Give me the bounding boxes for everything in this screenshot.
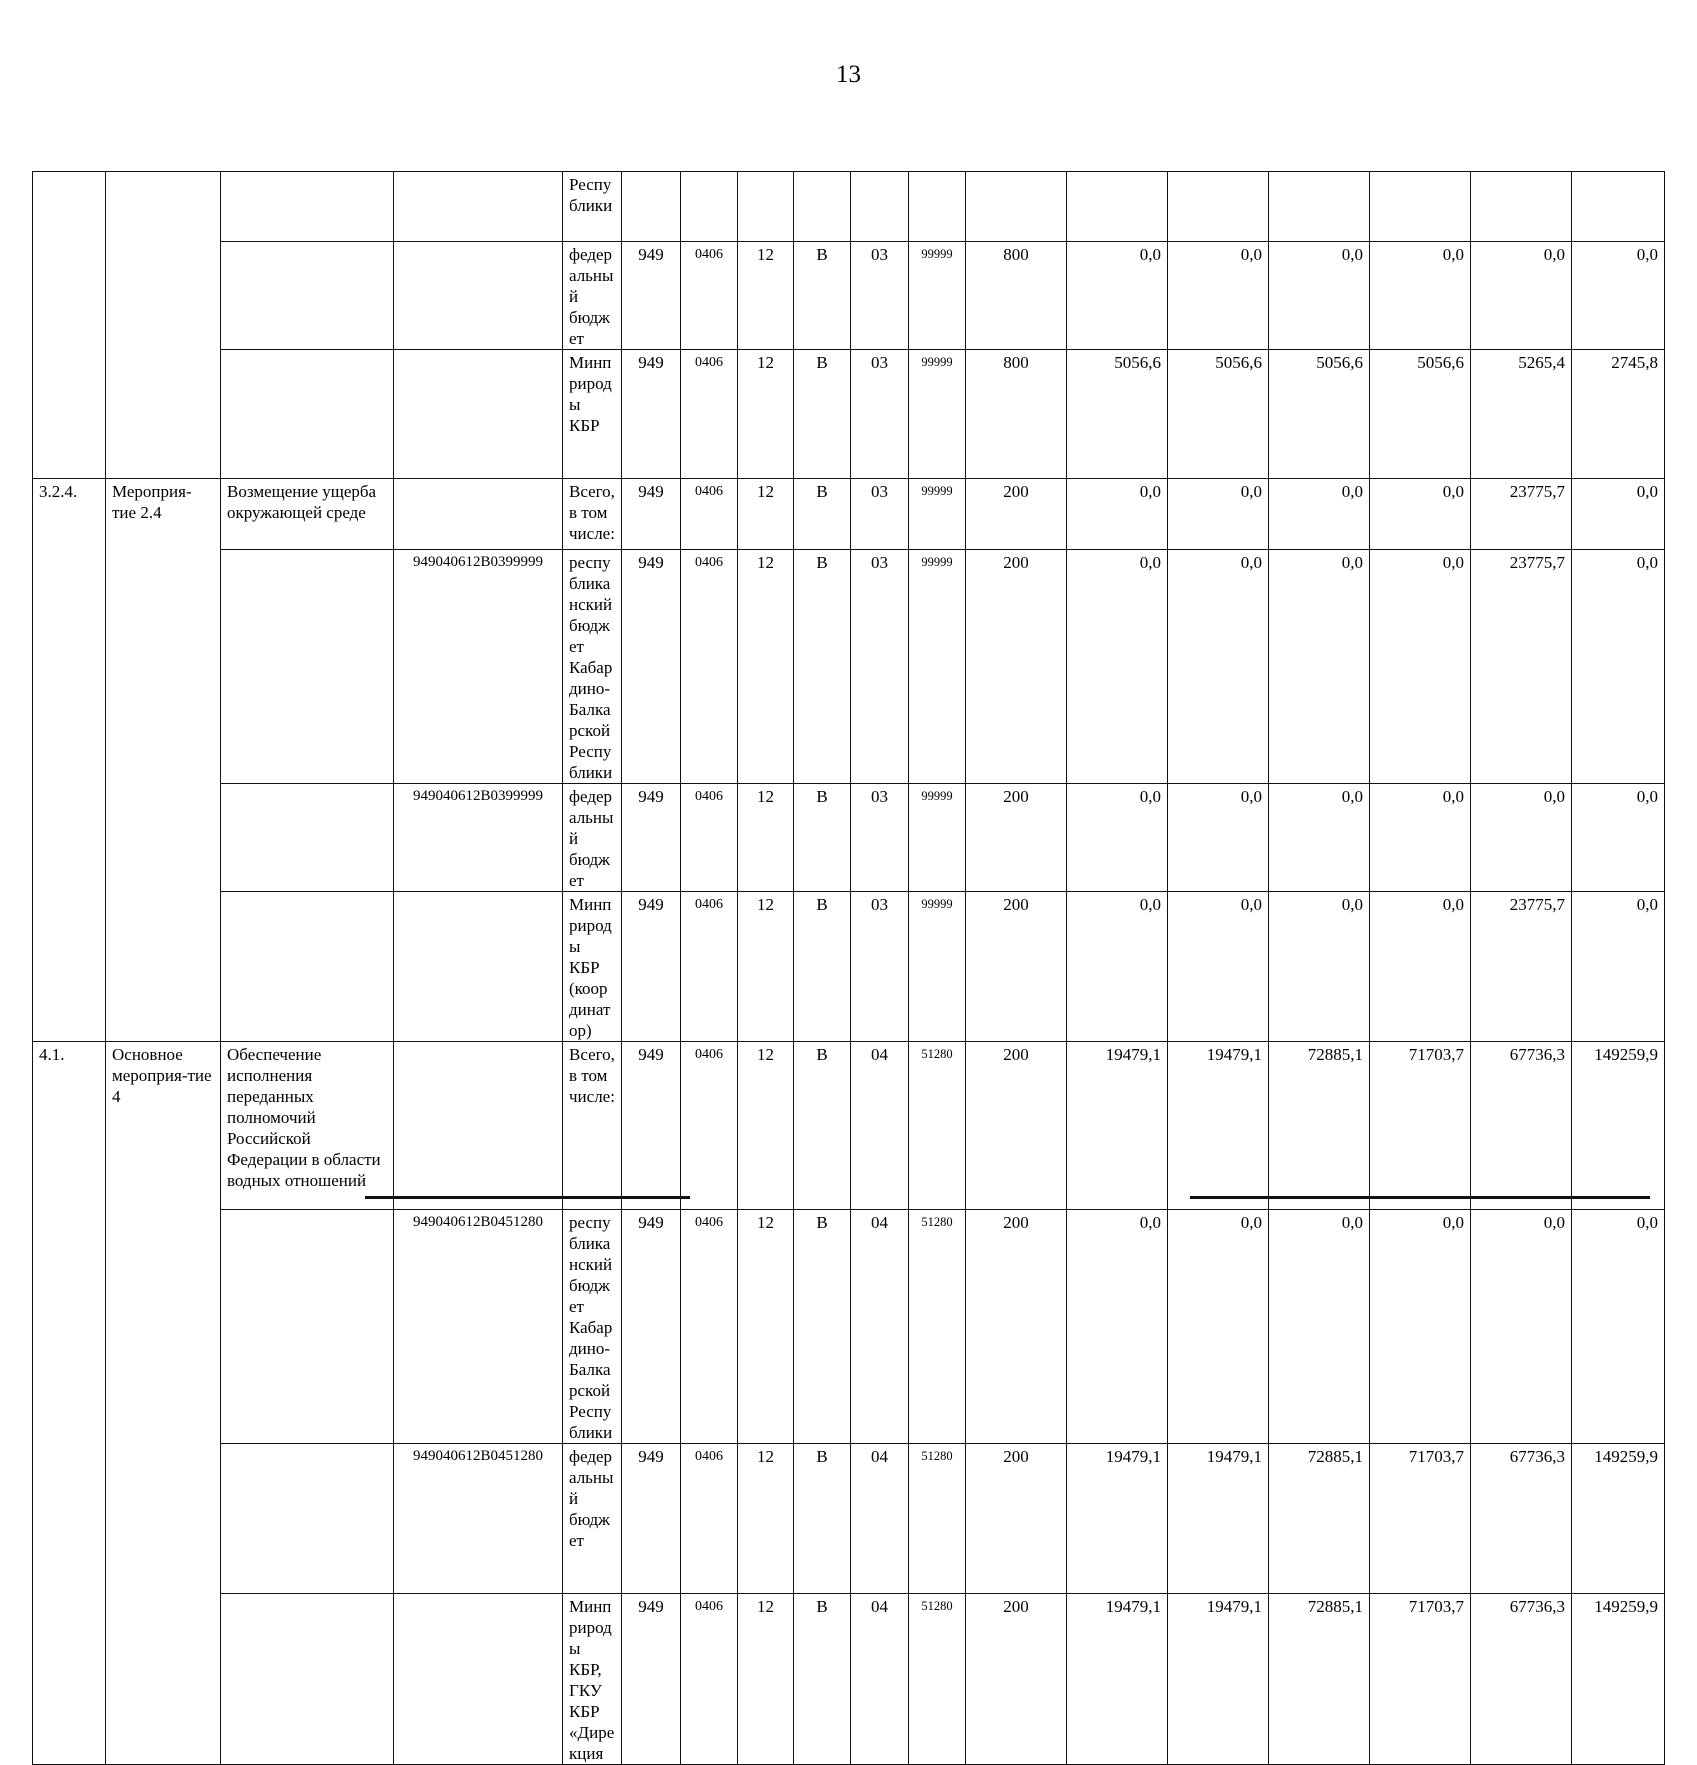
amount-cell: 19479,1 — [1168, 1444, 1269, 1594]
amount-cell: 72885,1 — [1269, 1594, 1370, 1765]
amount-cell: 0,0 — [1168, 479, 1269, 550]
gp-cell — [738, 172, 794, 242]
amount-cell: 0,0 — [1572, 892, 1665, 1042]
direction-cell: 99999 — [909, 242, 966, 350]
row-number-cell: 4.1. — [33, 1042, 106, 1765]
name-cell — [221, 1444, 394, 1594]
event-cell: Основное мероприя-тие 4 — [106, 1042, 221, 1765]
rzpr-cell: 0406 — [681, 1444, 738, 1594]
vr-cell: 800 — [966, 242, 1067, 350]
grbs-cell: 949 — [622, 550, 681, 784]
amount-cell: 149259,9 — [1572, 1594, 1665, 1765]
funding-source-cell: Всего, в том числе: — [563, 479, 622, 550]
amount-cell: 23775,7 — [1471, 550, 1572, 784]
vr-cell: 200 — [966, 1210, 1067, 1444]
pgp-cell: B — [794, 1042, 851, 1210]
name-cell — [221, 242, 394, 350]
vr-cell: 200 — [966, 1594, 1067, 1765]
om-cell: 03 — [851, 350, 909, 479]
amount-cell: 19479,1 — [1168, 1042, 1269, 1210]
om-cell — [851, 172, 909, 242]
funding-source-cell: Минприроды КБР, ГКУ КБР «Дирекция — [563, 1594, 622, 1765]
pgp-cell: B — [794, 892, 851, 1042]
pgp-cell: B — [794, 1444, 851, 1594]
amount-cell: 67736,3 — [1471, 1444, 1572, 1594]
amount-cell — [1067, 172, 1168, 242]
budget-code-cell — [394, 1594, 563, 1765]
rzpr-cell: 0406 — [681, 1042, 738, 1210]
rzpr-cell: 0406 — [681, 1210, 738, 1444]
budget-code-cell — [394, 1042, 563, 1210]
direction-cell: 99999 — [909, 784, 966, 892]
om-cell: 04 — [851, 1444, 909, 1594]
amount-cell: 0,0 — [1471, 242, 1572, 350]
grbs-cell: 949 — [622, 892, 681, 1042]
funding-source-cell: Минприроды КБР — [563, 350, 622, 479]
amount-cell: 0,0 — [1269, 479, 1370, 550]
grbs-cell: 949 — [622, 784, 681, 892]
amount-cell: 71703,7 — [1370, 1594, 1471, 1765]
direction-cell: 51280 — [909, 1042, 966, 1210]
funding-source-cell: Всего, в том числе: — [563, 1042, 622, 1210]
gp-cell: 12 — [738, 550, 794, 784]
table-row — [33, 172, 1665, 242]
amount-cell: 0,0 — [1370, 892, 1471, 1042]
name-cell — [221, 1594, 394, 1765]
budget-code-cell — [394, 350, 563, 479]
om-cell: 03 — [851, 242, 909, 350]
amount-cell — [1370, 172, 1471, 242]
amount-cell: 149259,9 — [1572, 1042, 1665, 1210]
rzpr-cell: 0406 — [681, 479, 738, 550]
amount-cell: 2745,8 — [1572, 350, 1665, 479]
amount-cell: 0,0 — [1168, 1210, 1269, 1444]
budget-table — [32, 171, 1665, 1765]
vr-cell: 200 — [966, 479, 1067, 550]
amount-cell: 0,0 — [1370, 550, 1471, 784]
gp-cell: 12 — [738, 479, 794, 550]
gp-cell: 12 — [738, 892, 794, 1042]
table-row — [33, 550, 1665, 784]
amount-cell: 0,0 — [1067, 550, 1168, 784]
table-row — [33, 1444, 1665, 1594]
amount-cell: 0,0 — [1067, 479, 1168, 550]
funding-source-cell: Республики — [563, 172, 622, 242]
amount-cell: 23775,7 — [1471, 892, 1572, 1042]
funding-source-cell: республиканский бюджет Кабардино-Балкарской Республики — [563, 550, 622, 784]
budget-code-cell: 949040612B0399999 — [394, 784, 563, 892]
amount-cell — [1168, 172, 1269, 242]
gp-cell: 12 — [738, 1210, 794, 1444]
om-cell: 03 — [851, 550, 909, 784]
name-cell — [221, 350, 394, 479]
amount-cell: 0,0 — [1572, 784, 1665, 892]
amount-cell: 5265,4 — [1471, 350, 1572, 479]
table-row — [33, 350, 1665, 479]
row-number-cell — [33, 172, 106, 479]
name-cell — [221, 892, 394, 1042]
amount-cell: 0,0 — [1168, 892, 1269, 1042]
page-number: 13 — [836, 61, 861, 88]
amount-cell: 5056,6 — [1370, 350, 1471, 479]
amount-cell: 0,0 — [1168, 242, 1269, 350]
amount-cell: 67736,3 — [1471, 1042, 1572, 1210]
amount-cell: 0,0 — [1572, 242, 1665, 350]
table-row — [33, 242, 1665, 350]
amount-cell: 19479,1 — [1067, 1042, 1168, 1210]
amount-cell: 0,0 — [1572, 550, 1665, 784]
budget-code-cell — [394, 479, 563, 550]
grbs-cell: 949 — [622, 1594, 681, 1765]
om-cell: 04 — [851, 1210, 909, 1444]
amount-cell: 0,0 — [1269, 892, 1370, 1042]
direction-cell: 51280 — [909, 1210, 966, 1444]
gp-cell: 12 — [738, 1444, 794, 1594]
amount-cell: 0,0 — [1370, 479, 1471, 550]
vr-cell: 800 — [966, 350, 1067, 479]
budget-code-cell: 949040612B0451280 — [394, 1444, 563, 1594]
gp-cell: 12 — [738, 242, 794, 350]
table-row — [33, 1594, 1665, 1765]
amount-cell: 0,0 — [1067, 1210, 1168, 1444]
om-cell: 03 — [851, 784, 909, 892]
pgp-cell: B — [794, 784, 851, 892]
pgp-cell: B — [794, 242, 851, 350]
rzpr-cell: 0406 — [681, 892, 738, 1042]
amount-cell: 0,0 — [1269, 784, 1370, 892]
amount-cell: 23775,7 — [1471, 479, 1572, 550]
amount-cell: 71703,7 — [1370, 1444, 1471, 1594]
amount-cell: 0,0 — [1370, 1210, 1471, 1444]
rzpr-cell: 0406 — [681, 784, 738, 892]
amount-cell: 5056,6 — [1168, 350, 1269, 479]
budget-code-cell — [394, 242, 563, 350]
vr-cell: 200 — [966, 784, 1067, 892]
funding-source-cell: республиканский бюджет Кабардино-Балкарской Республики — [563, 1210, 622, 1444]
name-cell — [221, 784, 394, 892]
rzpr-cell: 0406 — [681, 550, 738, 784]
table-row — [33, 1210, 1665, 1444]
amount-cell: 0,0 — [1370, 784, 1471, 892]
om-cell: 04 — [851, 1594, 909, 1765]
event-cell — [106, 172, 221, 479]
funding-source-cell: федеральный бюджет — [563, 242, 622, 350]
amount-cell: 0,0 — [1269, 1210, 1370, 1444]
pgp-cell — [794, 172, 851, 242]
grbs-cell: 949 — [622, 242, 681, 350]
amount-cell: 0,0 — [1067, 784, 1168, 892]
table-row — [33, 892, 1665, 1042]
gp-cell: 12 — [738, 350, 794, 479]
name-cell — [221, 172, 394, 242]
amount-cell: 19479,1 — [1168, 1594, 1269, 1765]
name-cell: Обеспечение исполнения переданных полномочий Российской Федерации в области водных отношений — [221, 1042, 394, 1210]
gp-cell: 12 — [738, 1042, 794, 1210]
direction-cell: 51280 — [909, 1444, 966, 1594]
amount-cell: 149259,9 — [1572, 1444, 1665, 1594]
amount-cell: 0,0 — [1168, 550, 1269, 784]
gp-cell: 12 — [738, 784, 794, 892]
table-row — [33, 479, 1665, 550]
amount-cell: 71703,7 — [1370, 1042, 1471, 1210]
amount-cell: 19479,1 — [1067, 1594, 1168, 1765]
budget-code-cell — [394, 892, 563, 1042]
vr-cell: 200 — [966, 1042, 1067, 1210]
amount-cell — [1471, 172, 1572, 242]
budget-code-cell: 949040612B0399999 — [394, 550, 563, 784]
name-cell — [221, 550, 394, 784]
direction-cell: 99999 — [909, 892, 966, 1042]
row-number-cell: 3.2.4. — [33, 479, 106, 1042]
amount-cell: 5056,6 — [1067, 350, 1168, 479]
grbs-cell: 949 — [622, 350, 681, 479]
pgp-cell: B — [794, 1210, 851, 1444]
amount-cell: 0,0 — [1168, 784, 1269, 892]
amount-cell: 5056,6 — [1269, 350, 1370, 479]
rzpr-cell: 0406 — [681, 242, 738, 350]
amount-cell: 0,0 — [1471, 784, 1572, 892]
vr-cell: 200 — [966, 1444, 1067, 1594]
table-row — [33, 784, 1665, 892]
amount-cell: 0,0 — [1269, 550, 1370, 784]
grbs-cell: 949 — [622, 1042, 681, 1210]
amount-cell — [1269, 172, 1370, 242]
grbs-cell: 949 — [622, 479, 681, 550]
grbs-cell: 949 — [622, 1210, 681, 1444]
rzpr-cell — [681, 172, 738, 242]
amount-cell: 0,0 — [1370, 242, 1471, 350]
amount-cell: 0,0 — [1471, 1210, 1572, 1444]
name-cell — [221, 1210, 394, 1444]
pgp-cell: B — [794, 550, 851, 784]
direction-cell — [909, 172, 966, 242]
budget-code-cell: 949040612B0451280 — [394, 1210, 563, 1444]
vr-cell: 200 — [966, 550, 1067, 784]
amount-cell: 19479,1 — [1067, 1444, 1168, 1594]
direction-cell: 99999 — [909, 350, 966, 479]
amount-cell — [1572, 172, 1665, 242]
grbs-cell — [622, 172, 681, 242]
pgp-cell: B — [794, 350, 851, 479]
amount-cell: 72885,1 — [1269, 1042, 1370, 1210]
footer-rule-left — [365, 1196, 690, 1199]
footer-rule-right — [1190, 1196, 1650, 1199]
vr-cell: 200 — [966, 892, 1067, 1042]
name-cell: Возмещение ущерба окружающей среде — [221, 479, 394, 550]
amount-cell: 0,0 — [1269, 242, 1370, 350]
amount-cell: 0,0 — [1572, 1210, 1665, 1444]
funding-source-cell: федеральный бюджет — [563, 784, 622, 892]
event-cell: Мероприя-тие 2.4 — [106, 479, 221, 1042]
budget-table-body — [33, 172, 1665, 1765]
direction-cell: 51280 — [909, 1594, 966, 1765]
amount-cell: 72885,1 — [1269, 1444, 1370, 1594]
amount-cell: 0,0 — [1067, 242, 1168, 350]
amount-cell: 67736,3 — [1471, 1594, 1572, 1765]
om-cell: 03 — [851, 479, 909, 550]
amount-cell: 0,0 — [1572, 479, 1665, 550]
direction-cell: 99999 — [909, 550, 966, 784]
funding-source-cell: Минприроды КБР (координатор) — [563, 892, 622, 1042]
rzpr-cell: 0406 — [681, 1594, 738, 1765]
om-cell: 03 — [851, 892, 909, 1042]
om-cell: 04 — [851, 1042, 909, 1210]
pgp-cell: B — [794, 479, 851, 550]
table-row — [33, 1042, 1665, 1210]
vr-cell — [966, 172, 1067, 242]
pgp-cell: B — [794, 1594, 851, 1765]
grbs-cell: 949 — [622, 1444, 681, 1594]
budget-code-cell — [394, 172, 563, 242]
direction-cell: 99999 — [909, 479, 966, 550]
rzpr-cell: 0406 — [681, 350, 738, 479]
amount-cell: 0,0 — [1067, 892, 1168, 1042]
gp-cell: 12 — [738, 1594, 794, 1765]
funding-source-cell: федеральный бюджет — [563, 1444, 622, 1594]
